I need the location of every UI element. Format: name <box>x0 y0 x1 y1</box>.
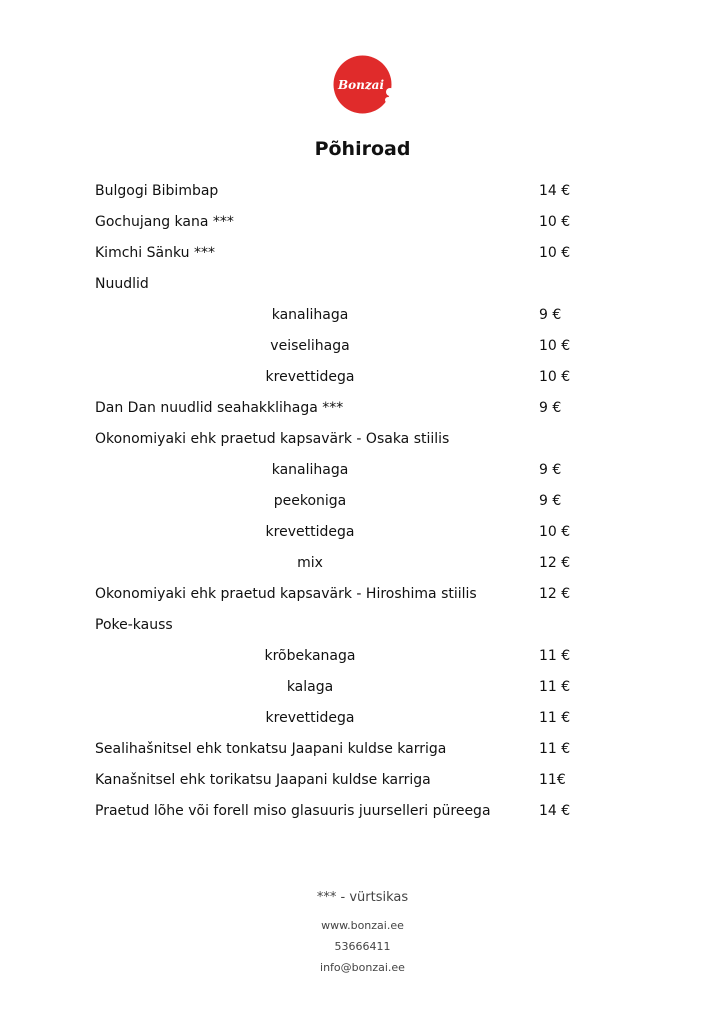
menu-item-price: 10 € <box>539 524 571 540</box>
menu-item-name: Sealihašnitsel ehk tonkatsu Jaapani kuldse karriga <box>95 741 447 757</box>
email-link[interactable]: info@bonzai.ee <box>320 961 405 974</box>
menu-item <box>0 176 725 207</box>
menu-item-price: 11€ <box>539 772 566 788</box>
menu-item-name: Kimchi Sänku *** <box>95 245 215 261</box>
phone-number: 53666411 <box>334 940 391 953</box>
menu-item-price: 10 € <box>539 245 571 261</box>
website-link[interactable]: www.bonzai.ee <box>321 919 404 932</box>
menu-item-name: Dan Dan nuudlid seahakklihaga *** <box>95 400 344 416</box>
menu-list <box>0 176 725 827</box>
menu-item-name: krevettidega <box>265 369 355 385</box>
menu-item-name: Okonomiyaki ehk praetud kapsavärk - Hiroshima stiilis <box>95 586 477 602</box>
menu-item <box>0 238 725 269</box>
menu-item-name: Praetud lõhe või forell miso glasuuris juurselleri püreega <box>95 803 491 819</box>
menu-subitem <box>0 486 725 517</box>
menu-item-name: krevettidega <box>265 524 355 540</box>
menu-item <box>0 269 725 300</box>
menu-item-price: 11 € <box>539 710 571 726</box>
menu-subitem <box>0 331 725 362</box>
menu-item-price: 11 € <box>539 648 571 664</box>
menu-item-price: 10 € <box>539 369 571 385</box>
menu-item-price: 14 € <box>539 183 571 199</box>
menu-item-price: 9 € <box>539 400 562 416</box>
menu-item <box>0 393 725 424</box>
menu-item-name: peekoniga <box>273 493 347 509</box>
menu-item-price: 14 € <box>539 803 571 819</box>
menu-item-price: 12 € <box>539 555 571 571</box>
menu-item <box>0 734 725 765</box>
menu-item-price: 11 € <box>539 741 571 757</box>
menu-item <box>0 796 725 827</box>
bonzai-logo <box>333 55 392 114</box>
menu-item-name: kalaga <box>286 679 334 695</box>
menu-subitem <box>0 672 725 703</box>
menu-item <box>0 610 725 641</box>
menu-item-name: Poke-kauss <box>95 617 173 633</box>
menu-item-name: Kanašnitsel ehk torikatsu Jaapani kuldse karriga <box>95 772 431 788</box>
menu-item-name: kanalihaga <box>271 462 349 478</box>
menu-item-name: veiselihaga <box>270 338 350 354</box>
logo-text: Bonzai <box>337 78 385 92</box>
menu-subitem <box>0 703 725 734</box>
menu-item-name: krevettidega <box>265 710 355 726</box>
menu-item <box>0 579 725 610</box>
menu-subitem <box>0 455 725 486</box>
menu-item-name: Nuudlid <box>95 276 149 292</box>
page-title: Põhiroad <box>314 138 411 160</box>
menu-item-price: 9 € <box>539 493 562 509</box>
menu-item-price: 9 € <box>539 307 562 323</box>
menu-subitem <box>0 517 725 548</box>
menu-item-name: mix <box>297 555 323 571</box>
menu-item <box>0 207 725 238</box>
spicy-note: *** - vürtsikas <box>316 890 409 905</box>
menu-subitem <box>0 641 725 672</box>
menu-item <box>0 424 725 455</box>
menu-item-name: Bulgogi Bibimbap <box>95 183 219 199</box>
menu-item-name: krõbekanaga <box>264 648 356 664</box>
menu-item-price: 9 € <box>539 462 562 478</box>
menu-item-price: 10 € <box>539 214 571 230</box>
menu-item-price: 12 € <box>539 586 571 602</box>
menu-subitem <box>0 300 725 331</box>
menu-item-name: kanalihaga <box>271 307 349 323</box>
menu-subitem <box>0 548 725 579</box>
menu-item <box>0 765 725 796</box>
menu-item-price: 10 € <box>539 338 571 354</box>
menu-subitem <box>0 362 725 393</box>
menu-item-name: Okonomiyaki ehk praetud kapsavärk - Osaka stiilis <box>95 431 450 447</box>
menu-item-name: Gochujang kana *** <box>95 214 234 230</box>
menu-item-price: 11 € <box>539 679 571 695</box>
